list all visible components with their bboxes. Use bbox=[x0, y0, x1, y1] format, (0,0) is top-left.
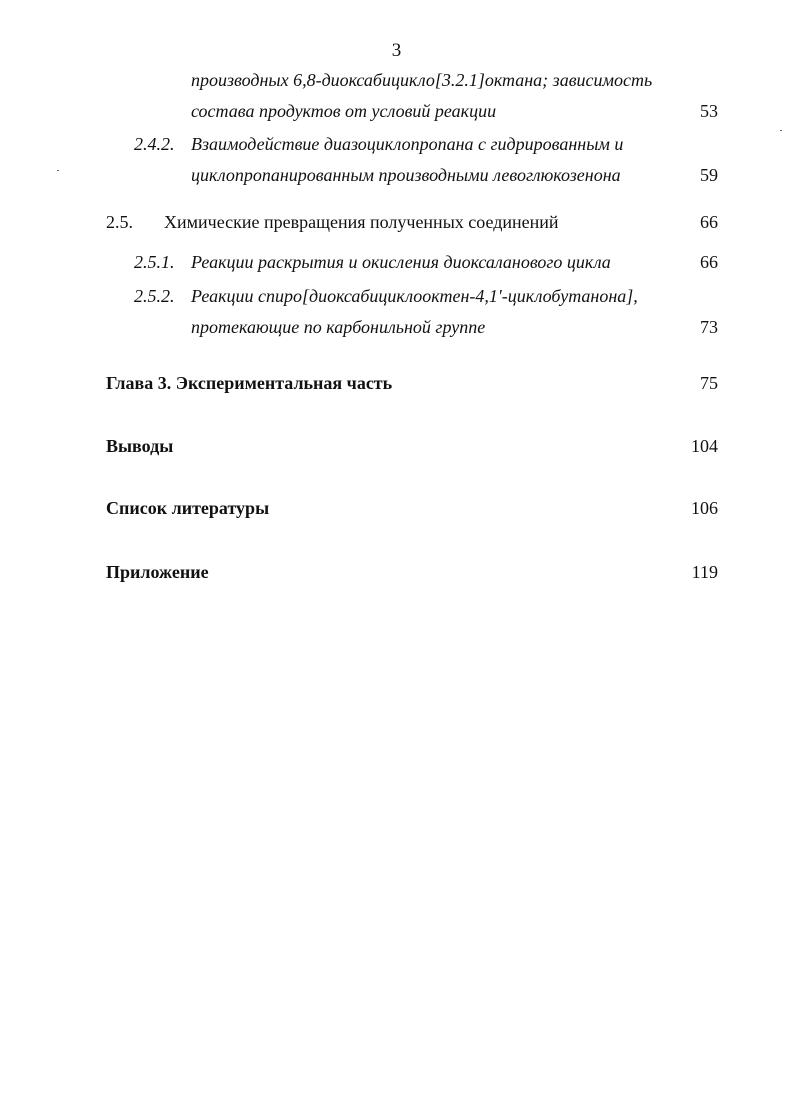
scan-speck bbox=[780, 130, 782, 131]
toc-entry-page: 73 bbox=[700, 317, 718, 337]
toc-entry-number: 2.5.1. bbox=[134, 252, 175, 272]
toc-entry-number: 2.5. bbox=[106, 212, 133, 232]
toc-entry-title: Приложение bbox=[106, 562, 209, 582]
toc-entry-page: 59 bbox=[700, 165, 718, 185]
toc-entry-title: Глава 3. Экспериментальная часть bbox=[106, 373, 393, 393]
toc-entry-title: Список литературы bbox=[106, 498, 270, 518]
toc-entry-page: 75 bbox=[700, 373, 718, 393]
toc-entry-text-line: Взаимодействие диазоциклопропана с гидрированным и bbox=[191, 134, 624, 154]
toc-entry-page: 66 bbox=[700, 252, 718, 272]
toc-entry-number: 2.4.2. bbox=[134, 134, 175, 154]
toc-entry-text-line: состава продуктов от условий реакции bbox=[191, 101, 497, 121]
toc-entry-title: Выводы bbox=[106, 436, 174, 456]
toc-entry-text-line: Реакции спиро[диоксабициклооктен-4,1′-циклобутанона], bbox=[191, 286, 638, 306]
toc-entry-title: Химические превращения полученных соединений bbox=[164, 212, 559, 232]
toc-entry-text-line: производных 6,8-диоксабицикло[3.2.1]октана; зависимость bbox=[191, 70, 653, 90]
toc-entry-page: 119 bbox=[691, 562, 718, 582]
toc-entry-text-line: протекающие по карбонильной группе bbox=[191, 317, 486, 337]
scan-speck bbox=[57, 170, 59, 171]
toc-entry-title: Реакции раскрытия и окисления диоксаланового цикла bbox=[191, 252, 611, 272]
toc-entry-page: 53 bbox=[700, 101, 718, 121]
page-number: 3 bbox=[391, 40, 402, 61]
toc-entry-text-line: циклопропанированным производными левоглюкозенона bbox=[191, 165, 621, 185]
toc-entry-number: 2.5.2. bbox=[134, 286, 175, 306]
toc-entry-page: 66 bbox=[700, 212, 718, 232]
toc-entry-page: 106 bbox=[691, 498, 718, 518]
toc-entry-page: 104 bbox=[691, 436, 718, 456]
